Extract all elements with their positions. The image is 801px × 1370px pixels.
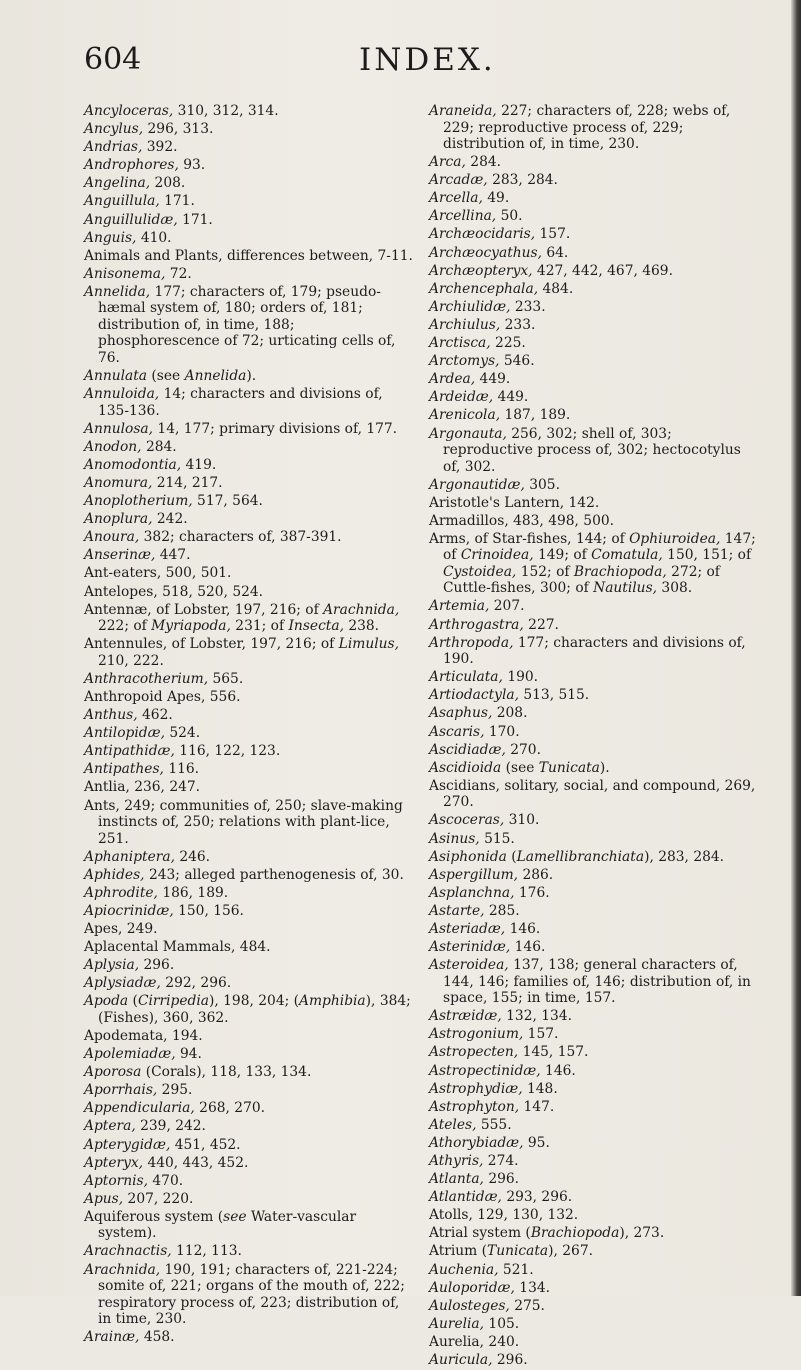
index-entry: Archæopteryx, 427, 442, 467, 469. <box>429 262 673 279</box>
index-entry: Ascoceras, 310. <box>429 812 540 829</box>
index-entry: Aptera, 239, 242. <box>84 1118 206 1135</box>
index-entry: Apes, 249. <box>84 920 158 937</box>
index-entry: Aulosteges, 275. <box>429 1297 545 1314</box>
index-entry: Apteryx, 440, 443, 452. <box>84 1154 249 1171</box>
index-entry: Aphaniptera, 246. <box>84 848 211 865</box>
page-number: 604 <box>84 42 142 77</box>
index-entry: Atolls, 129, 130, 132. <box>429 1207 579 1224</box>
index-entry: Arca, 284. <box>429 154 502 171</box>
index-entry: Antipathidæ, 116, 122, 123. <box>84 743 281 760</box>
index-entry: Archæocyathus, 64. <box>429 244 569 261</box>
index-entry: Apolemiadæ, 94. <box>84 1046 202 1063</box>
index-entry: Ardeidæ, 449. <box>429 389 529 406</box>
index-entry: Asaphus, 208. <box>429 705 528 722</box>
index-entry: Auricula, 296. <box>429 1352 528 1369</box>
index-entry: Astrogonium, 157. <box>429 1026 559 1043</box>
index-entry: Arenicola, 187, 189. <box>429 407 571 424</box>
index-entry: Apus, 207, 220. <box>84 1190 194 1207</box>
index-entry: Arcella, 49. <box>429 190 510 207</box>
index-entry: Auloporidæ, 134. <box>429 1279 551 1296</box>
index-entry: Apterygidæ, 451, 452. <box>84 1136 241 1153</box>
index-entry: Artemia, 207. <box>429 598 525 615</box>
index-entry: Anodon, 284. <box>84 438 177 455</box>
index-entry: Aplysiadæ, 292, 296. <box>84 975 232 992</box>
index-entry: Aurelia, 105. <box>429 1315 520 1332</box>
index-entry: Anoura, 382; characters of, 387-391. <box>84 529 342 546</box>
index-entry: Arthrogastra, 227. <box>429 616 559 633</box>
index-entry: Anguis, 410. <box>84 229 172 246</box>
page-header <box>84 40 724 84</box>
index-entry: Anomodontia, 419. <box>84 456 217 473</box>
index-entry: Asiphonida (Lamellibranchiata), 283, 284. <box>429 848 725 865</box>
index-entry: Arctisca, 225. <box>429 335 526 352</box>
index-entry: Archiulus, 233. <box>429 316 536 333</box>
index-entry: Asterinidæ, 146. <box>429 939 546 956</box>
index-entry: Arainæ, 458. <box>84 1329 175 1346</box>
index-entry: Arachnactis, 112, 113. <box>84 1243 242 1260</box>
index-entry: Arms, of Star-fishes, 144; of Ophiuroidea, 147; of Crinoidea, 149; of Comatula, 150, 151; of Cystoidea, 152; of Brachiopoda, 272; of Cuttle-fishes, 300; of Nautilus, 308. <box>429 530 756 597</box>
index-entry: Anthracotherium, 565. <box>84 670 244 687</box>
index-entry: Argonauta, 256, 302; shell of, 303; reproductive process of, 302; hectocotylus of, 302. <box>429 425 741 475</box>
index-entry: Astarte, 285. <box>429 902 520 919</box>
index-entry: Antennæ, of Lobster, 197, 216; of Arachnida, 222; of Myriapoda, 231; of Insecta, 238. <box>84 601 400 635</box>
index-entry: Archencephala, 484. <box>429 280 574 297</box>
index-entry: Androphores, 93. <box>84 157 206 174</box>
index-entry: Armadillos, 483, 498, 500. <box>429 512 615 529</box>
index-entry: Ardea, 449. <box>429 371 511 388</box>
index-entry: Aptornis, 470. <box>84 1172 184 1189</box>
index-entry: Antipathes, 116. <box>84 761 200 778</box>
index-entry: Arctomys, 546. <box>429 353 535 370</box>
index-entry: Athorybiadæ, 95. <box>429 1134 550 1151</box>
index-entry: Arcadæ, 283, 284. <box>429 172 558 189</box>
index-entry: Aplacental Mammals, 484. <box>84 939 271 956</box>
index-entry: Ancylus, 296, 313. <box>84 121 214 138</box>
index-entry: Astrophyton, 147. <box>429 1098 555 1115</box>
index-entry: Ant-eaters, 500, 501. <box>84 565 232 582</box>
index-entry: Archæocidaris, 157. <box>429 226 571 243</box>
index-entry: Anguillula, 171. <box>84 193 195 210</box>
index-entry: Anomura, 214, 217. <box>84 475 223 491</box>
index-entry: Aporosa (Corals), 118, 133, 134. <box>84 1064 312 1081</box>
index-column-left <box>84 103 414 1347</box>
index-entry: Animals and Plants, differences between, 7-11. <box>84 247 413 264</box>
index-entry: Annuloida, 14; characters and divisions of, 135-136. <box>84 386 383 419</box>
index-entry: Apodemata, 194. <box>84 1027 203 1044</box>
index-entry: Anthropoid Apes, 556. <box>84 688 241 705</box>
index-entry: Atrial system (Brachiopoda), 273. <box>429 1225 665 1242</box>
index-entry: Argonautidæ, 305. <box>429 476 560 493</box>
index-entry: Apoda (Cirripedia), 198, 204; (Amphibia), 384; (Fishes), 360, 362. <box>84 993 411 1026</box>
index-entry: Arachnida, 190, 191; characters of, 221-224; somite of, 221; organs of the mouth of, 222; respiratory process of, 223; distribution of, in time, 230. <box>84 1261 405 1328</box>
index-entry: Anthus, 462. <box>84 707 173 724</box>
index-entry: Astropectinidæ, 146. <box>429 1062 576 1079</box>
index-entry: Atrium (Tunicata), 267. <box>429 1243 593 1260</box>
index-entry: Angelina, 208. <box>84 175 186 192</box>
index-entry: Aplysia, 296. <box>84 957 175 974</box>
index-entry: Appendicularia, 268, 270. <box>84 1100 266 1117</box>
index-entry: Aporrhais, 295. <box>84 1082 193 1099</box>
index-entry: Archiulidæ, 233. <box>429 298 546 315</box>
index-entry: Ascidioida (see Tunicata). <box>429 759 610 776</box>
index-entry: Auchenia, 521. <box>429 1261 534 1278</box>
index-entry: Astræidæ, 132, 134. <box>429 1008 572 1025</box>
index-entry: Aphrodite, 186, 189. <box>84 884 229 901</box>
index-entry: Arthropoda, 177; characters and divisions of, 190. <box>429 634 746 668</box>
page-title: INDEX. <box>359 42 496 78</box>
index-column-right <box>429 103 759 1370</box>
index-entry: Aspergillum, 286. <box>429 866 554 883</box>
index-entry: Asinus, 515. <box>429 830 515 847</box>
index-entry: Astropecten, 145, 157. <box>429 1044 589 1061</box>
index-entry: Asplanchna, 176. <box>429 884 550 901</box>
index-entry: Antelopes, 518, 520, 524. <box>84 583 264 600</box>
index-entry: Asteriadæ, 146. <box>429 920 541 937</box>
index-entry: Anisonema, 72. <box>84 265 192 282</box>
index-entry: Anoplura, 242. <box>84 511 188 528</box>
index-entry: Aurelia, 240. <box>429 1333 520 1350</box>
index-entry: Antilopidæ, 524. <box>84 725 201 742</box>
index-entry: Ancyloceras, 310, 312, 314. <box>84 103 279 119</box>
index-entry: Anguillulidæ, 171. <box>84 211 213 228</box>
index-entry: Apiocrinidæ, 150, 156. <box>84 902 244 919</box>
index-entry: Annulata (see Annelida). <box>84 368 257 385</box>
index-entry: Annelida, 177; characters of, 179; pseudo-hæmal system of, 180; orders of, 181; distribution of, in time, 188; phosphorescence of 72; urticating cells of, 76. <box>84 283 396 366</box>
index-entry: Andrias, 392. <box>84 139 178 156</box>
index-entry: Aristotle's Lantern, 142. <box>429 494 600 511</box>
index-entry: Artiodactyla, 513, 515. <box>429 687 590 704</box>
index-entry: Antlia, 236, 247. <box>84 779 201 796</box>
index-entry: Ants, 249; communities of, 250; slave-making instincts of, 250; relations with plant-lice, 251. <box>84 797 403 847</box>
index-entry: Annulosa, 14, 177; primary divisions of, 177. <box>84 420 398 437</box>
page-edge-shadow <box>791 0 801 1296</box>
index-entry: Atlantidæ, 293, 296. <box>429 1189 573 1206</box>
index-entry: Araneida, 227; characters of, 228; webs of, 229; reproductive process of, 229; distribution of, in time, 230. <box>429 103 731 152</box>
index-entry: Arcellina, 50. <box>429 208 523 225</box>
index-entry: Anserinæ, 447. <box>84 547 191 564</box>
index-entry: Aphides, 243; alleged parthenogenesis of, 30. <box>84 866 404 883</box>
index-entry: Atlanta, 296. <box>429 1171 520 1188</box>
index-entry: Ascidians, solitary, social, and compound, 269, 270. <box>429 777 756 811</box>
index-entry: Ateles, 555. <box>429 1116 512 1133</box>
index-entry: Ascidiadæ, 270. <box>429 741 541 758</box>
index-entry: Aquiferous system (see Water-vascular system). <box>84 1208 357 1242</box>
index-entry: Asteroidea, 137, 138; general characters of, 144, 146; families of, 146; distribution of, in space, 155; in time, 157. <box>429 957 751 1007</box>
index-entry: Antennules, of Lobster, 197, 216; of Limulus, 210, 222. <box>84 636 399 669</box>
index-entry: Astrophydiæ, 148. <box>429 1080 558 1097</box>
index-entry: Ascaris, 170. <box>429 723 520 740</box>
index-entry: Articulata, 190. <box>429 669 539 686</box>
index-entry: Athyris, 274. <box>429 1153 519 1169</box>
index-entry: Anoplotherium, 517, 564. <box>84 493 263 510</box>
